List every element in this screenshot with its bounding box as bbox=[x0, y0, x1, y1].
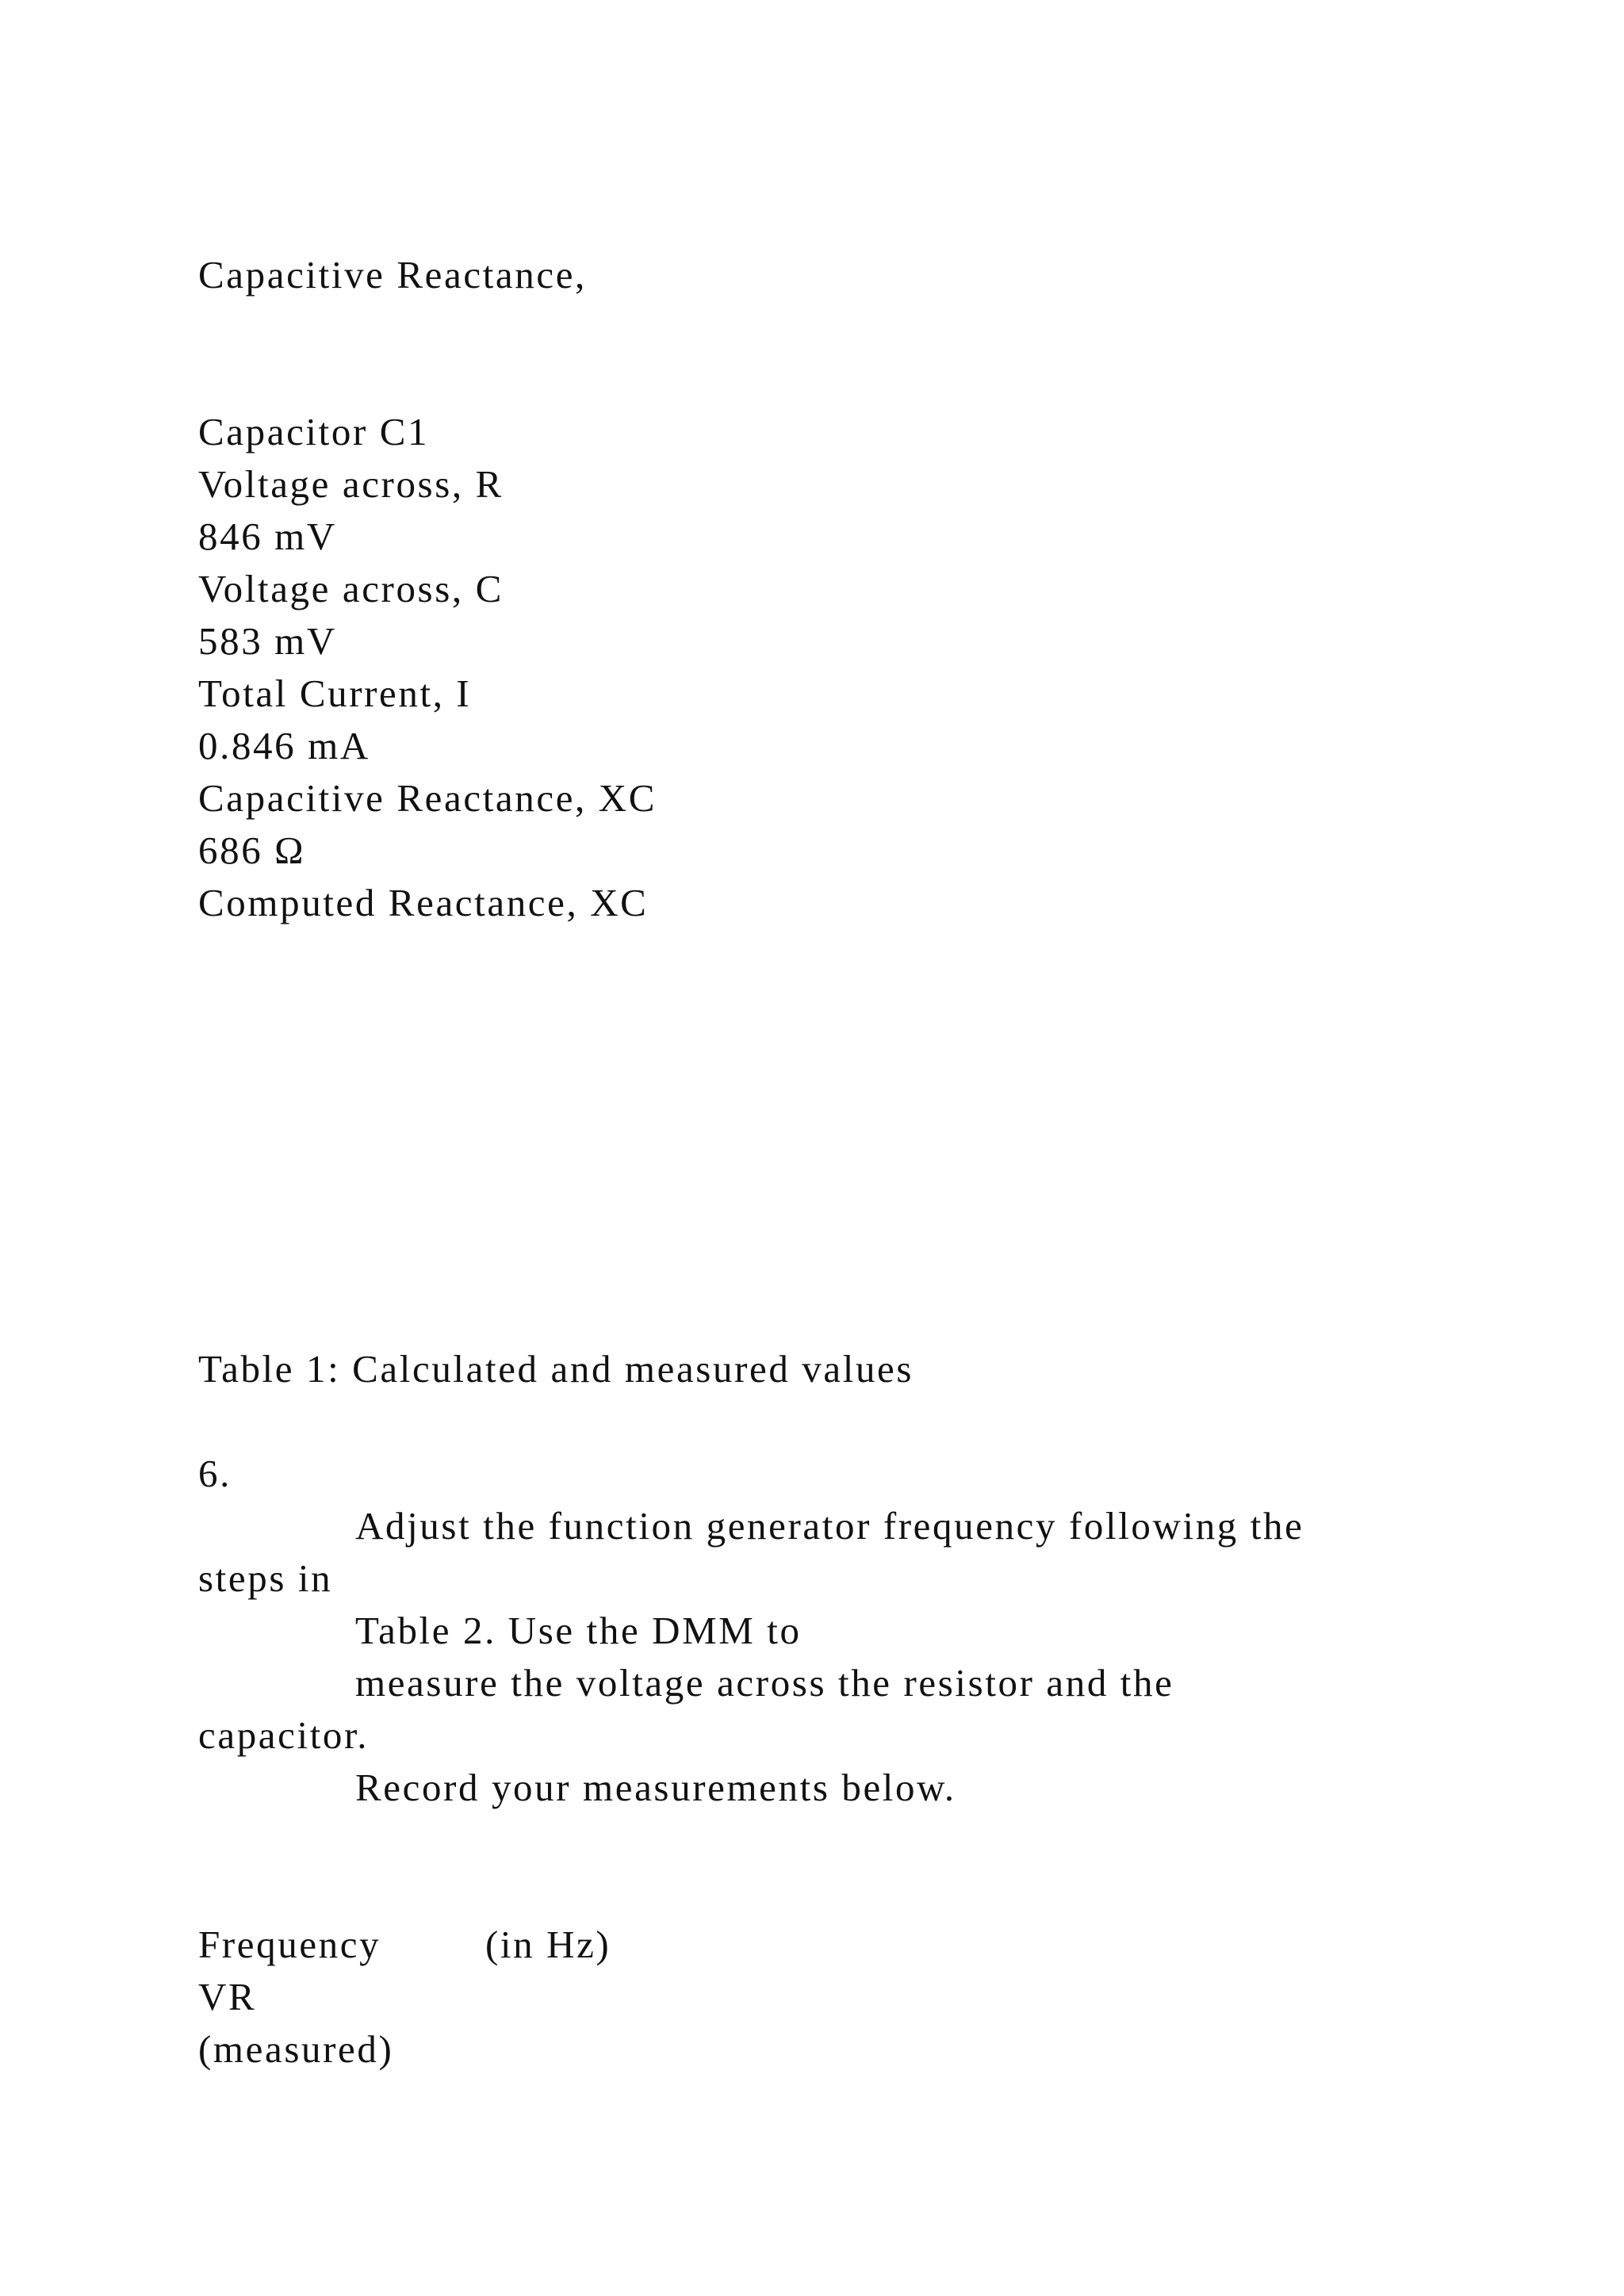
step6-line-2: steps in bbox=[198, 1556, 333, 1600]
table2-vr-sub: (measured) bbox=[198, 2027, 394, 2071]
table1-row-computed-xc-label: Computed Reactance, XC bbox=[198, 881, 649, 924]
table1-row-vc-value: 583 mV bbox=[198, 619, 337, 663]
step-number: 6. bbox=[198, 1452, 232, 1495]
step6-line-6: Record your measurements below. bbox=[355, 1766, 956, 1809]
table1-row-xc-label: Capacitive Reactance, XC bbox=[198, 776, 657, 820]
table1-row-vc-label: Voltage across, C bbox=[198, 567, 504, 610]
table1-caption: Table 1: Calculated and measured values bbox=[198, 1347, 914, 1391]
table1-row-xc-value: 686 Ω bbox=[198, 828, 306, 872]
table2-frequency-label: Frequency bbox=[198, 1923, 381, 1966]
step6-line-1: Adjust the function generator frequency following the bbox=[355, 1504, 1304, 1548]
table1-row-current-value: 0.846 mA bbox=[198, 724, 370, 767]
step6-line-5: capacitor. bbox=[198, 1713, 370, 1757]
table1-row-vr-label: Voltage across, R bbox=[198, 462, 504, 506]
table1-row-current-label: Total Current, I bbox=[198, 672, 472, 715]
table1-row-vr-value: 846 mV bbox=[198, 515, 337, 558]
table2-frequency-unit: (in Hz) bbox=[485, 1923, 611, 1966]
section-heading: Capacitive Reactance, bbox=[198, 253, 587, 297]
step6-line-3: Table 2. Use the DMM to bbox=[355, 1609, 802, 1652]
step6-line-4: measure the voltage across the resistor and the bbox=[355, 1661, 1174, 1705]
table1-row-capacitor: Capacitor C1 bbox=[198, 410, 430, 453]
table2-vr-label: VR bbox=[198, 1975, 257, 2019]
